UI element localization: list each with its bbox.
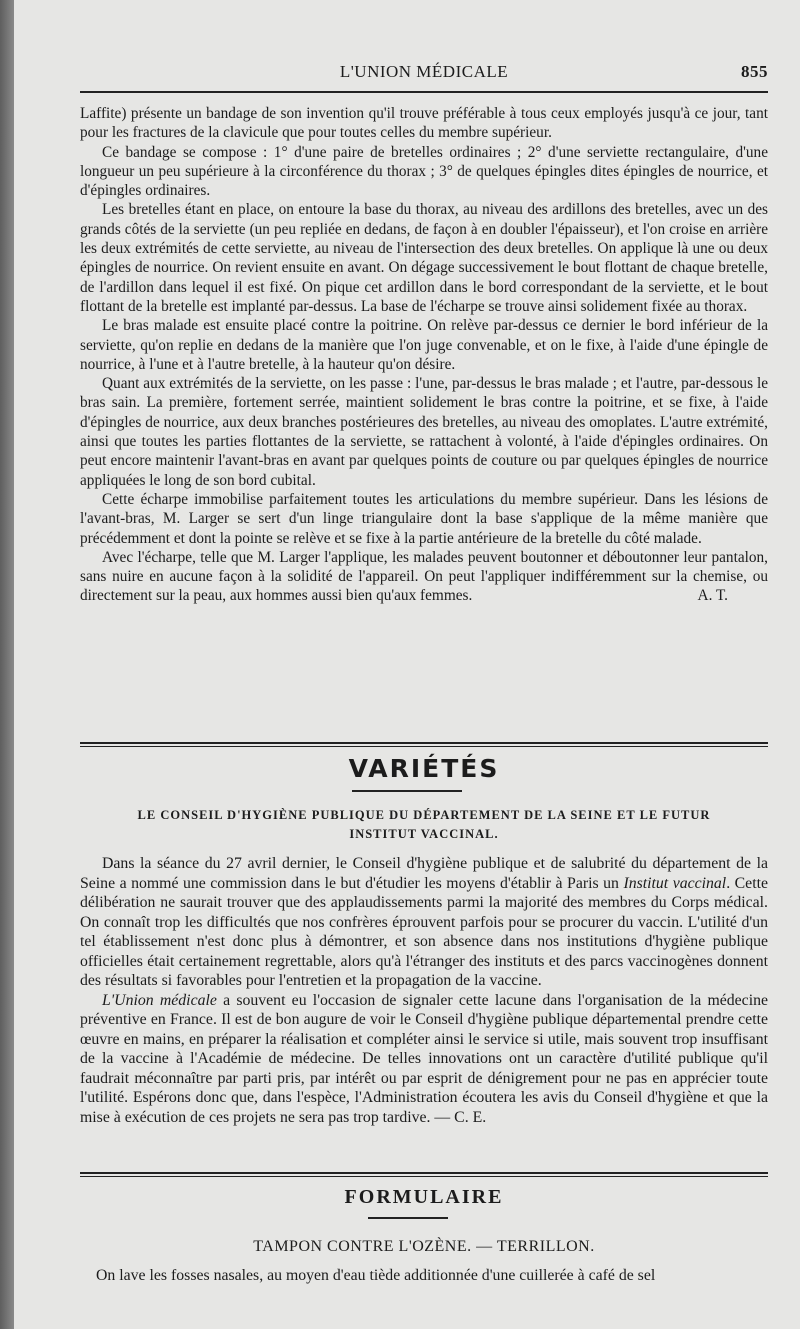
page-number: 855 (741, 62, 768, 81)
varietes-p2-italic: L'Union médicale (102, 991, 217, 1009)
formulaire-title-underline (368, 1217, 448, 1219)
article-paragraph: Les bretelles étant en place, on entoure la base du thorax, au niveau des ardillons des bretelles, avec un des grands côtés de la serviette (un peu repliée en dedans, de façon à en doubler l'épaisseur), et l'on croise en arrière les deux extrémités de cette serviette, au niveau de l'intersection des deux bretelles. On applique là une ou deux épingles de nourrice. On revient ensuite en avant. On dégage successivement le bout flottant de chaque bretelle, de l'ardillon dans lequel il est fixé. On pique cet ardillon dans le bord correspondant de la serviette, et le bout flottant de la bretelle est implanté par-dessus. La base de l'écharpe se trouve ainsi solidement fixée au thorax. (80, 201, 768, 315)
section-rule-bottom (80, 1172, 768, 1174)
varietes-p1-italic: Institut vaccinal (623, 874, 727, 892)
formulaire-title: FORMULAIRE (344, 1186, 504, 1208)
varietes-title-underline (352, 790, 462, 792)
article-paragraph: Ce bandage se compose : 1° d'une paire de bretelles ordinaires ; 2° d'une serviette rectangulaire, d'une longueur un peu supérieure à la circonférence du thorax ; 3° de quelques épingles dites épingles de nourrice, et d'épingles ordinaires. (80, 143, 768, 200)
varietes-p1-start: Dans la séance du 27 avril dernier, le Conseil d'hygiène publique et de salubrité du département de la Seine a nommé une commission dans le but d'étudier les moyens d'établir à Paris un (80, 855, 768, 892)
article-paragraph (80, 548, 768, 606)
article-paragraph: Le bras malade est ensuite placé contre la poitrine. On relève par-dessus ce dernier le bord inférieur de la serviette, qu'on replie en dedans de la manière que l'on juge convenable, et on le fixe, à l'aide d'une épingle de nourrice, à l'une et à l'autre bretelle, à la hauteur qu'on désire. (80, 317, 768, 373)
header-rule (80, 91, 768, 93)
formulaire-body (80, 1266, 768, 1285)
varietes-subhead-line1: LE CONSEIL D'HYGIÈNE PUBLIQUE DU DÉPARTEMENT DE LA SEINE ET LE FUTUR (137, 808, 711, 822)
varietes-p2-text: a souvent eu l'occasion de signaler cette lacune dans l'organisation de la médecine préventive en France. Il est de bon augure de voir le Conseil d'hygiène publique départemental prendre cette œuvre en mains, en préparer la réalisation et compléter ainsi le service si utile, mais souvent trop insuffisant de la vaccine à l'Académie de médecine. De telles innovations ont un caractère d'utilité publique qu'il faudrait méconnaître par parti pris, par intérêt ou par esprit de dénigrement pour ne pas en apprécier toute l'utilité. Espérons donc que, dans l'espèce, l'Administration écoutera les avis du Conseil d'hygiène et que la mise à exécution de ces projets ne sera pas trop tardive. — C. E. (80, 991, 768, 1126)
varietes-paragraph (80, 991, 768, 1128)
article-paragraph: Quant aux extrémités de la serviette, on les passe : l'une, par-dessus le bras malade ; et l'autre, par-dessous le bras sain. La première, fortement serrée, maintient solidement le bras contre la poitrine, et se fixe, à l'aide d'épingles de nourrice, aux deux branches postérieures des bretelles, au niveau des omoplates. L'autre extrémité, ainsi que toutes les parties flottantes de la serviette, se rattachent à volonté, à l'aide d'épingles ordinaires. On peut encore maintenir l'avant-bras en avant par quelques points de couture ou par quelques épingles de nourrice appliquées le long de son bord cubital. (80, 375, 768, 489)
running-header (80, 60, 768, 88)
journal-title: L'UNION MÉDICALE (339, 62, 509, 81)
varietes-p1-end: . Cette délibération ne saurait trouver que des applaudissements parmi la majorité des membres du Corps médical. On connaît trop les difficultés que nos confrères éprouvent parfois pour se procurer du vaccin. L'utilité d'un tel établissement n'est donc plus à démontrer, et son absence dans nos institutions d'hygiène publique officielles était certainement regrettable, alors qu'à l'étranger des instituts et des parcs vaccinogènes donnent des résultats si favorables pour l'entretien et la propagation de la vaccine. (80, 874, 768, 989)
section-rule-bottom-thin (80, 1176, 768, 1177)
section-rule-top (80, 742, 768, 744)
article-paragraph: Cette écharpe immobilise parfaitement toutes les articulations du membre supérieur. Dans les lésions de l'avant-bras, M. Larger se sert d'un linge triangulaire dont la base s'applique de la même manière que précédemment et dont la pointe se relève et se fixe à la partie antérieure de la bretelle du côté malade. (80, 490, 768, 547)
author-signature: A. T. (697, 587, 728, 605)
section-rule-top-thin (80, 746, 768, 747)
varietes-title: VARIÉTÉS (348, 754, 500, 783)
page-gutter-shadow (0, 0, 14, 1329)
varietes-paragraph (80, 854, 768, 991)
article-paragraph: Laffite) présente un bandage de son invention qu'il trouve préférable à tous ceux employés jusqu'à ce jour, tant pour les fractures de la clavicule que pour toutes celles du membre supérieur. (80, 105, 768, 142)
varietes-subhead (80, 806, 768, 844)
article-body (80, 104, 768, 606)
formulaire-first-line: On lave les fosses nasales, au moyen d'eau tiède additionnée d'une cuillerée à café de sel (96, 1267, 656, 1284)
formula-subtitle: TAMPON CONTRE L'OZÈNE. — TERRILLON. (253, 1238, 595, 1255)
varietes-subhead-line2: INSTITUT VACCINAL. (349, 827, 499, 841)
varietes-body (80, 854, 768, 1127)
article-paragraph-text: Avec l'écharpe, telle que M. Larger l'applique, les malades peuvent boutonner et déboutonner leur pantalon, sans nuire en aucune façon à la solidité de l'appareil. On peut l'appliquer indifféremment sur la chemise, ou directement sur la peau, aux hommes aussi bien qu'aux femmes. (80, 548, 768, 605)
